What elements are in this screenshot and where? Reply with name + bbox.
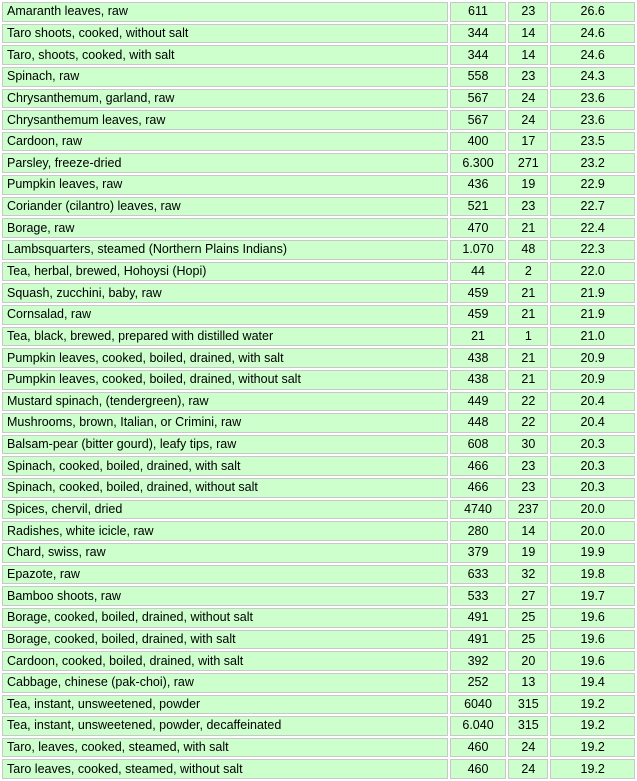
value-cell-2: 32 xyxy=(508,565,548,585)
food-name-cell: Spices, chervil, dried xyxy=(2,500,448,520)
value-cell-1: 460 xyxy=(450,738,506,758)
value-cell-3: 20.4 xyxy=(550,413,635,433)
value-cell-1: 466 xyxy=(450,456,506,476)
table-row xyxy=(2,586,635,606)
value-cell-3: 19.2 xyxy=(550,695,635,715)
table-row xyxy=(2,262,635,282)
food-name-cell: Coriander (cilantro) leaves, raw xyxy=(2,197,448,217)
value-cell-1: 567 xyxy=(450,110,506,130)
value-cell-1: 449 xyxy=(450,392,506,412)
value-cell-1: 438 xyxy=(450,370,506,390)
value-cell-3: 20.9 xyxy=(550,370,635,390)
value-cell-3: 20.3 xyxy=(550,435,635,455)
food-name-cell: Cornsalad, raw xyxy=(2,305,448,325)
food-name-cell: Chard, swiss, raw xyxy=(2,543,448,563)
value-cell-1: 252 xyxy=(450,673,506,693)
value-cell-1: 608 xyxy=(450,435,506,455)
value-cell-3: 22.0 xyxy=(550,262,635,282)
table-row xyxy=(2,45,635,65)
value-cell-1: 400 xyxy=(450,132,506,152)
food-name-cell: Parsley, freeze-dried xyxy=(2,153,448,173)
table-row xyxy=(2,716,635,736)
table-row xyxy=(2,478,635,498)
table-row xyxy=(2,392,635,412)
value-cell-1: 6.300 xyxy=(450,153,506,173)
food-name-cell: Pumpkin leaves, cooked, boiled, drained, without salt xyxy=(2,370,448,390)
value-cell-1: 436 xyxy=(450,175,506,195)
value-cell-1: 392 xyxy=(450,651,506,671)
value-cell-1: 4740 xyxy=(450,500,506,520)
table-row xyxy=(2,348,635,368)
table-row xyxy=(2,651,635,671)
value-cell-1: 491 xyxy=(450,608,506,628)
food-name-cell: Epazote, raw xyxy=(2,565,448,585)
value-cell-2: 271 xyxy=(508,153,548,173)
value-cell-2: 22 xyxy=(508,413,548,433)
value-cell-1: 470 xyxy=(450,218,506,238)
table-row xyxy=(2,456,635,476)
value-cell-2: 22 xyxy=(508,392,548,412)
value-cell-2: 14 xyxy=(508,24,548,44)
value-cell-3: 23.6 xyxy=(550,89,635,109)
food-name-cell: Balsam-pear (bitter gourd), leafy tips, raw xyxy=(2,435,448,455)
value-cell-3: 24.6 xyxy=(550,45,635,65)
food-name-cell: Taro, shoots, cooked, with salt xyxy=(2,45,448,65)
value-cell-2: 13 xyxy=(508,673,548,693)
value-cell-3: 19.6 xyxy=(550,608,635,628)
table-row xyxy=(2,759,635,779)
value-cell-2: 2 xyxy=(508,262,548,282)
table-row xyxy=(2,175,635,195)
table-row xyxy=(2,413,635,433)
value-cell-1: 459 xyxy=(450,283,506,303)
value-cell-3: 20.3 xyxy=(550,456,635,476)
table-row xyxy=(2,110,635,130)
value-cell-3: 20.4 xyxy=(550,392,635,412)
value-cell-3: 19.7 xyxy=(550,586,635,606)
table-row xyxy=(2,89,635,109)
value-cell-2: 24 xyxy=(508,759,548,779)
value-cell-3: 24.3 xyxy=(550,67,635,87)
table-row xyxy=(2,565,635,585)
food-name-cell: Tea, instant, unsweetened, powder xyxy=(2,695,448,715)
value-cell-3: 23.2 xyxy=(550,153,635,173)
food-name-cell: Radishes, white icicle, raw xyxy=(2,521,448,541)
food-name-cell: Tea, instant, unsweetened, powder, decaffeinated xyxy=(2,716,448,736)
food-name-cell: Pumpkin leaves, raw xyxy=(2,175,448,195)
food-name-cell: Lambsquarters, steamed (Northern Plains Indians) xyxy=(2,240,448,260)
food-name-cell: Pumpkin leaves, cooked, boiled, drained, with salt xyxy=(2,348,448,368)
value-cell-1: 448 xyxy=(450,413,506,433)
table-row xyxy=(2,327,635,347)
value-cell-3: 20.3 xyxy=(550,478,635,498)
value-cell-2: 48 xyxy=(508,240,548,260)
food-name-cell: Cabbage, chinese (pak-choi), raw xyxy=(2,673,448,693)
food-name-cell: Cardoon, cooked, boiled, drained, with salt xyxy=(2,651,448,671)
value-cell-1: 6.040 xyxy=(450,716,506,736)
value-cell-3: 19.6 xyxy=(550,630,635,650)
value-cell-1: 633 xyxy=(450,565,506,585)
value-cell-2: 23 xyxy=(508,2,548,22)
food-name-cell: Tea, herbal, brewed, Hohoysi (Hopi) xyxy=(2,262,448,282)
value-cell-3: 21.9 xyxy=(550,305,635,325)
value-cell-2: 237 xyxy=(508,500,548,520)
food-name-cell: Borage, cooked, boiled, drained, without salt xyxy=(2,608,448,628)
value-cell-3: 22.4 xyxy=(550,218,635,238)
value-cell-1: 1.070 xyxy=(450,240,506,260)
value-cell-1: 44 xyxy=(450,262,506,282)
value-cell-1: 280 xyxy=(450,521,506,541)
table-row xyxy=(2,500,635,520)
value-cell-1: 491 xyxy=(450,630,506,650)
food-name-cell: Mushrooms, brown, Italian, or Crimini, raw xyxy=(2,413,448,433)
value-cell-2: 21 xyxy=(508,370,548,390)
table-row xyxy=(2,630,635,650)
table-row xyxy=(2,738,635,758)
value-cell-1: 533 xyxy=(450,586,506,606)
value-cell-2: 14 xyxy=(508,521,548,541)
value-cell-2: 25 xyxy=(508,608,548,628)
value-cell-2: 21 xyxy=(508,348,548,368)
value-cell-2: 14 xyxy=(508,45,548,65)
value-cell-1: 6040 xyxy=(450,695,506,715)
food-name-cell: Spinach, raw xyxy=(2,67,448,87)
value-cell-2: 1 xyxy=(508,327,548,347)
value-cell-2: 24 xyxy=(508,110,548,130)
value-cell-2: 21 xyxy=(508,283,548,303)
value-cell-1: 459 xyxy=(450,305,506,325)
value-cell-2: 23 xyxy=(508,456,548,476)
value-cell-1: 558 xyxy=(450,67,506,87)
value-cell-1: 521 xyxy=(450,197,506,217)
table-row xyxy=(2,608,635,628)
value-cell-1: 344 xyxy=(450,24,506,44)
food-name-cell: Chrysanthemum, garland, raw xyxy=(2,89,448,109)
value-cell-3: 26.6 xyxy=(550,2,635,22)
food-name-cell: Cardoon, raw xyxy=(2,132,448,152)
table-row xyxy=(2,543,635,563)
value-cell-2: 25 xyxy=(508,630,548,650)
table-row xyxy=(2,370,635,390)
value-cell-3: 22.7 xyxy=(550,197,635,217)
value-cell-2: 23 xyxy=(508,478,548,498)
food-name-cell: Spinach, cooked, boiled, drained, with salt xyxy=(2,456,448,476)
table-row xyxy=(2,673,635,693)
value-cell-3: 21.9 xyxy=(550,283,635,303)
value-cell-2: 19 xyxy=(508,175,548,195)
value-cell-1: 438 xyxy=(450,348,506,368)
table-row xyxy=(2,305,635,325)
value-cell-2: 23 xyxy=(508,197,548,217)
food-name-cell: Tea, black, brewed, prepared with distilled water xyxy=(2,327,448,347)
table-row xyxy=(2,197,635,217)
food-name-cell: Borage, raw xyxy=(2,218,448,238)
table-row xyxy=(2,283,635,303)
value-cell-3: 22.9 xyxy=(550,175,635,195)
food-name-cell: Spinach, cooked, boiled, drained, without salt xyxy=(2,478,448,498)
value-cell-3: 20.9 xyxy=(550,348,635,368)
value-cell-3: 23.5 xyxy=(550,132,635,152)
value-cell-1: 611 xyxy=(450,2,506,22)
value-cell-3: 20.0 xyxy=(550,521,635,541)
table-row xyxy=(2,67,635,87)
value-cell-1: 379 xyxy=(450,543,506,563)
value-cell-3: 19.4 xyxy=(550,673,635,693)
table-row xyxy=(2,153,635,173)
table-row xyxy=(2,132,635,152)
value-cell-2: 30 xyxy=(508,435,548,455)
value-cell-2: 24 xyxy=(508,738,548,758)
value-cell-3: 19.2 xyxy=(550,759,635,779)
value-cell-3: 21.0 xyxy=(550,327,635,347)
table-row xyxy=(2,2,635,22)
food-name-cell: Mustard spinach, (tendergreen), raw xyxy=(2,392,448,412)
value-cell-3: 22.3 xyxy=(550,240,635,260)
value-cell-3: 23.6 xyxy=(550,110,635,130)
food-name-cell: Amaranth leaves, raw xyxy=(2,2,448,22)
food-name-cell: Borage, cooked, boiled, drained, with salt xyxy=(2,630,448,650)
value-cell-3: 19.6 xyxy=(550,651,635,671)
table-row xyxy=(2,240,635,260)
value-cell-1: 344 xyxy=(450,45,506,65)
food-name-cell: Taro shoots, cooked, without salt xyxy=(2,24,448,44)
value-cell-2: 21 xyxy=(508,305,548,325)
value-cell-2: 17 xyxy=(508,132,548,152)
food-name-cell: Taro leaves, cooked, steamed, without salt xyxy=(2,759,448,779)
food-name-cell: Chrysanthemum leaves, raw xyxy=(2,110,448,130)
value-cell-1: 21 xyxy=(450,327,506,347)
value-cell-2: 315 xyxy=(508,716,548,736)
value-cell-1: 460 xyxy=(450,759,506,779)
table-body xyxy=(2,2,635,779)
table-row xyxy=(2,435,635,455)
value-cell-3: 24.6 xyxy=(550,24,635,44)
value-cell-3: 19.2 xyxy=(550,738,635,758)
value-cell-2: 20 xyxy=(508,651,548,671)
value-cell-2: 27 xyxy=(508,586,548,606)
food-name-cell: Taro, leaves, cooked, steamed, with salt xyxy=(2,738,448,758)
value-cell-3: 19.9 xyxy=(550,543,635,563)
value-cell-2: 24 xyxy=(508,89,548,109)
value-cell-3: 19.2 xyxy=(550,716,635,736)
value-cell-3: 20.0 xyxy=(550,500,635,520)
food-name-cell: Squash, zucchini, baby, raw xyxy=(2,283,448,303)
food-name-cell: Bamboo shoots, raw xyxy=(2,586,448,606)
value-cell-3: 19.8 xyxy=(550,565,635,585)
table-row xyxy=(2,521,635,541)
value-cell-2: 23 xyxy=(508,67,548,87)
table-row xyxy=(2,24,635,44)
table-row xyxy=(2,695,635,715)
table-row xyxy=(2,218,635,238)
value-cell-2: 19 xyxy=(508,543,548,563)
value-cell-2: 21 xyxy=(508,218,548,238)
value-cell-1: 466 xyxy=(450,478,506,498)
value-cell-2: 315 xyxy=(508,695,548,715)
value-cell-1: 567 xyxy=(450,89,506,109)
